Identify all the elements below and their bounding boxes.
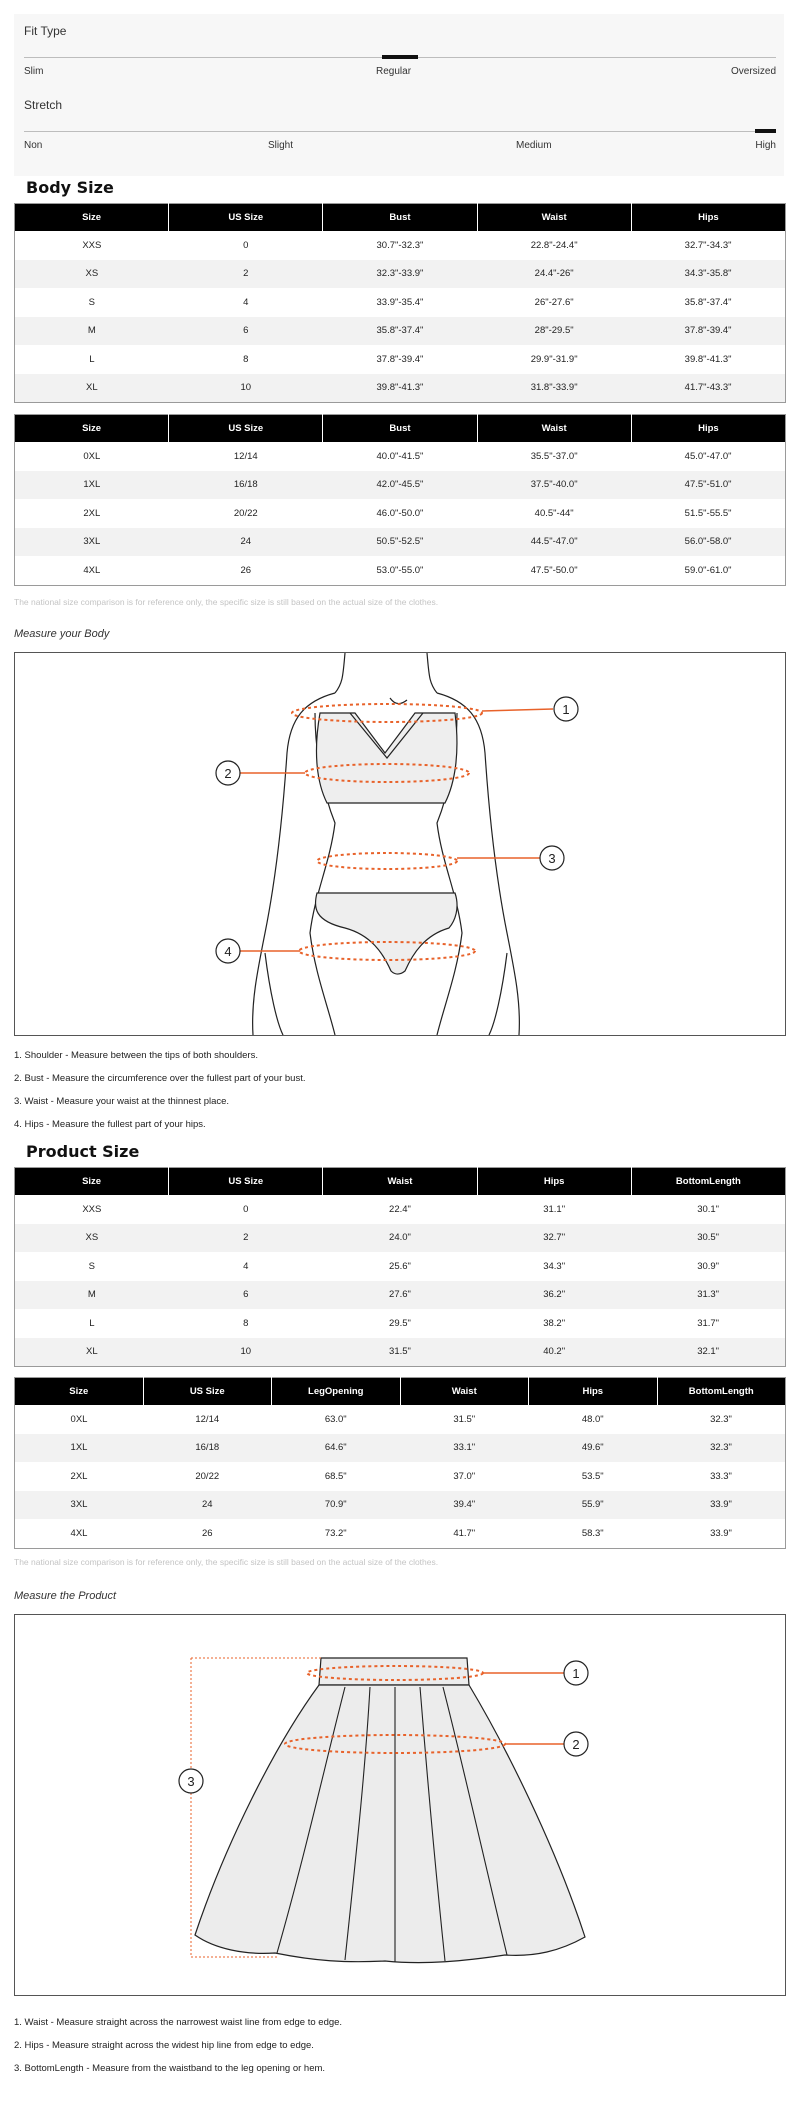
table-cell: 6 — [169, 1281, 323, 1310]
col-header: Hips — [477, 1168, 631, 1196]
stretch-option-slight: Slight — [268, 140, 294, 151]
table-cell: 10 — [169, 1338, 323, 1367]
table-cell: 20/22 — [143, 1462, 272, 1491]
table-cell: 48.0" — [529, 1405, 658, 1434]
col-header: Waist — [477, 204, 631, 232]
fit-option-oversized: Oversized — [730, 66, 776, 77]
stretch-option-high: High — [755, 140, 776, 151]
table-cell: 40.0"-41.5" — [323, 442, 477, 471]
table-cell: 47.5"-50.0" — [477, 556, 631, 585]
table-cell: 35.5"-37.0" — [477, 442, 631, 471]
table-row — [15, 1434, 786, 1463]
stretch-option-non: Non — [24, 140, 43, 151]
table-row — [15, 499, 786, 528]
product-instruction-2: 2. Hips - Measure straight across the widest hip line from edge to edge. — [14, 2040, 314, 2051]
body-size-title: Body Size — [26, 178, 114, 197]
col-header: US Size — [169, 204, 323, 232]
body-size-table — [14, 203, 786, 403]
table-cell: 33.1" — [400, 1434, 529, 1463]
body-instruction-2: 2. Bust - Measure the circumference over the fullest part of your bust. — [14, 1073, 306, 1084]
table-cell: 26"-27.6" — [477, 288, 631, 317]
table-cell: 47.5"-51.0" — [631, 471, 785, 500]
waist-measure-line — [317, 853, 457, 869]
table-row — [15, 231, 786, 260]
fit-type-marker — [382, 55, 418, 59]
table-cell: 6 — [169, 317, 323, 346]
table-cell: 56.0"-58.0" — [631, 528, 785, 557]
table-cell: 39.4" — [400, 1491, 529, 1520]
table-cell: 4XL — [15, 1519, 144, 1548]
table-cell: 40.5"-44" — [477, 499, 631, 528]
table-cell: 41.7" — [400, 1519, 529, 1548]
table-cell: 16/18 — [169, 471, 323, 500]
table-cell: XXS — [15, 1195, 169, 1224]
body-diagram — [14, 652, 786, 1036]
table-cell: 30.7"-32.3" — [323, 231, 477, 260]
col-header: Waist — [323, 1168, 477, 1196]
col-header: US Size — [169, 415, 323, 443]
table-cell: 35.8"-37.4" — [323, 317, 477, 346]
table-cell: 4 — [169, 1252, 323, 1281]
table-row — [15, 1405, 786, 1434]
table-cell: 24 — [169, 528, 323, 557]
col-header: BottomLength — [657, 1378, 786, 1406]
fit-type-scale — [24, 24, 776, 84]
table-cell: 73.2" — [272, 1519, 401, 1548]
col-header: Waist — [400, 1378, 529, 1406]
callout-label-2: 2 — [572, 1737, 580, 1752]
table-cell: 24.0" — [323, 1224, 477, 1253]
table-cell: 44.5"-47.0" — [477, 528, 631, 557]
table-cell: S — [15, 288, 169, 317]
col-header: Size — [15, 1378, 144, 1406]
table-cell: 4XL — [15, 556, 169, 585]
table-cell: 35.8"-37.4" — [631, 288, 785, 317]
table-cell: 51.5"-55.5" — [631, 499, 785, 528]
table-row — [15, 288, 786, 317]
table-cell: 31.8"-33.9" — [477, 374, 631, 403]
body-figure-illustration — [15, 653, 785, 1035]
stretch-title: Stretch — [24, 98, 63, 112]
table-cell: 37.8"-39.4" — [631, 317, 785, 346]
table-cell: 39.8"-41.3" — [631, 345, 785, 374]
table-cell: 3XL — [15, 1491, 144, 1520]
table-cell: XXS — [15, 231, 169, 260]
table-cell: 42.0"-45.5" — [323, 471, 477, 500]
measure-body-title: Measure your Body — [14, 628, 110, 640]
col-header: Hips — [631, 415, 785, 443]
table-cell: XL — [15, 1338, 169, 1367]
col-header: Size — [15, 415, 169, 443]
table-cell: 24 — [143, 1491, 272, 1520]
table-cell: 53.0"-55.0" — [323, 556, 477, 585]
table-cell: 30.9" — [631, 1252, 785, 1281]
table-row — [15, 1491, 786, 1520]
table-cell: 2XL — [15, 1462, 144, 1491]
product-size-disclaimer: The national size comparison is for reference only, the specific size is still based on the actual size of the clothes. — [14, 1557, 439, 1567]
table-cell: 0 — [169, 231, 323, 260]
table-row — [15, 528, 786, 557]
table-cell: 34.3"-35.8" — [631, 260, 785, 289]
table-cell: 32.7" — [477, 1224, 631, 1253]
col-header: BottomLength — [631, 1168, 785, 1196]
table-cell: 16/18 — [143, 1434, 272, 1463]
col-header: Bust — [323, 415, 477, 443]
table-cell: 8 — [169, 345, 323, 374]
body-instruction-4: 4. Hips - Measure the fullest part of your hips. — [14, 1119, 206, 1130]
table-cell: L — [15, 345, 169, 374]
table-cell: 36.2" — [477, 1281, 631, 1310]
table-cell: 68.5" — [272, 1462, 401, 1491]
table-cell: 31.1" — [477, 1195, 631, 1224]
table-cell: 3XL — [15, 528, 169, 557]
product-diagram — [14, 1614, 786, 1996]
table-cell: 25.6" — [323, 1252, 477, 1281]
table-row — [15, 471, 786, 500]
table-cell: 37.5"-40.0" — [477, 471, 631, 500]
table-cell: 40.2" — [477, 1338, 631, 1367]
table-row — [15, 1224, 786, 1253]
table-cell: 29.9"-31.9" — [477, 345, 631, 374]
fit-type-title: Fit Type — [24, 24, 67, 38]
table-cell: 28"-29.5" — [477, 317, 631, 346]
table-cell: 46.0"-50.0" — [323, 499, 477, 528]
table-cell: 27.6" — [323, 1281, 477, 1310]
product-size-title: Product Size — [26, 1142, 140, 1161]
table-row — [15, 1252, 786, 1281]
table-cell: 37.8"-39.4" — [323, 345, 477, 374]
table-cell: S — [15, 1252, 169, 1281]
callout-label-3: 3 — [187, 1774, 195, 1789]
product-size-plus-table — [14, 1377, 786, 1549]
product-instruction-3: 3. BottomLength - Measure from the waistband to the leg opening or hem. — [14, 2063, 326, 2074]
table-cell: 33.9"-35.4" — [323, 288, 477, 317]
table-cell: 33.9" — [657, 1491, 786, 1520]
table-cell: 22.4" — [323, 1195, 477, 1224]
table-cell: 26 — [143, 1519, 272, 1548]
table-row — [15, 1338, 786, 1367]
callout-label-3: 3 — [548, 851, 556, 866]
table-cell: 37.0" — [400, 1462, 529, 1491]
skirt-illustration — [15, 1615, 785, 1995]
table-row — [15, 556, 786, 585]
stretch-marker — [755, 129, 776, 133]
body-instruction-3: 3. Waist - Measure your waist at the thinnest place. — [14, 1096, 230, 1107]
fit-option-regular: Regular — [376, 66, 412, 77]
table-header-row — [15, 415, 786, 443]
table-row — [15, 1195, 786, 1224]
table-cell: 31.3" — [631, 1281, 785, 1310]
table-row — [15, 1462, 786, 1491]
table-cell: 32.7"-34.3" — [631, 231, 785, 260]
col-header: LegOpening — [272, 1378, 401, 1406]
callout-label-4: 4 — [224, 944, 232, 959]
table-cell: 64.6" — [272, 1434, 401, 1463]
table-cell: 12/14 — [169, 442, 323, 471]
table-cell: 32.3" — [657, 1434, 786, 1463]
table-cell: 31.5" — [323, 1338, 477, 1367]
stretch-track — [24, 131, 776, 132]
callout-label-2: 2 — [224, 766, 232, 781]
table-cell: 30.1" — [631, 1195, 785, 1224]
col-header: Size — [15, 1168, 169, 1196]
table-cell: XS — [15, 260, 169, 289]
table-cell: M — [15, 1281, 169, 1310]
table-cell: 26 — [169, 556, 323, 585]
table-header-row — [15, 1168, 786, 1196]
fit-option-slim: Slim — [24, 66, 44, 77]
table-cell: 24.4"-26" — [477, 260, 631, 289]
fit-panel — [14, 14, 784, 176]
product-size-table — [14, 1167, 786, 1367]
table-cell: 22.8"-24.4" — [477, 231, 631, 260]
callout-label-1: 1 — [562, 702, 570, 717]
table-cell: 32.1" — [631, 1338, 785, 1367]
stretch-option-medium: Medium — [516, 140, 552, 151]
table-cell: 2 — [169, 260, 323, 289]
stretch-scale — [24, 98, 776, 158]
table-cell: 0XL — [15, 1405, 144, 1434]
table-cell: 20/22 — [169, 499, 323, 528]
table-cell: M — [15, 317, 169, 346]
table-cell: 2 — [169, 1224, 323, 1253]
table-cell: L — [15, 1309, 169, 1338]
table-cell: 63.0" — [272, 1405, 401, 1434]
table-cell: 34.3" — [477, 1252, 631, 1281]
table-row — [15, 374, 786, 403]
table-cell: 59.0"-61.0" — [631, 556, 785, 585]
body-instruction-1: 1. Shoulder - Measure between the tips of both shoulders. — [14, 1050, 258, 1061]
table-cell: 70.9" — [272, 1491, 401, 1520]
col-header: US Size — [143, 1378, 272, 1406]
table-row — [15, 1309, 786, 1338]
table-row — [15, 1281, 786, 1310]
table-cell: XL — [15, 374, 169, 403]
col-header: US Size — [169, 1168, 323, 1196]
table-cell: 29.5" — [323, 1309, 477, 1338]
table-row — [15, 1519, 786, 1548]
col-header: Bust — [323, 204, 477, 232]
table-cell: 10 — [169, 374, 323, 403]
table-cell: 50.5"-52.5" — [323, 528, 477, 557]
table-cell: 45.0"-47.0" — [631, 442, 785, 471]
table-cell: XS — [15, 1224, 169, 1253]
table-cell: 12/14 — [143, 1405, 272, 1434]
table-cell: 53.5" — [529, 1462, 658, 1491]
table-cell: 1XL — [15, 471, 169, 500]
table-header-row — [15, 1378, 786, 1406]
table-cell: 31.7" — [631, 1309, 785, 1338]
table-cell: 32.3"-33.9" — [323, 260, 477, 289]
measure-product-title: Measure the Product — [14, 1590, 117, 1602]
table-cell: 33.9" — [657, 1519, 786, 1548]
col-header: Size — [15, 204, 169, 232]
col-header: Hips — [631, 204, 785, 232]
table-row — [15, 442, 786, 471]
col-header: Hips — [529, 1378, 658, 1406]
table-cell: 31.5" — [400, 1405, 529, 1434]
table-cell: 41.7"-43.3" — [631, 374, 785, 403]
table-cell: 0XL — [15, 442, 169, 471]
table-cell: 0 — [169, 1195, 323, 1224]
product-instruction-1: 1. Waist - Measure straight across the narrowest waist line from edge to edge. — [14, 2017, 343, 2028]
table-cell: 58.3" — [529, 1519, 658, 1548]
table-row — [15, 317, 786, 346]
table-cell: 32.3" — [657, 1405, 786, 1434]
table-cell: 39.8"-41.3" — [323, 374, 477, 403]
table-cell: 38.2" — [477, 1309, 631, 1338]
table-cell: 1XL — [15, 1434, 144, 1463]
body-size-plus-table — [14, 414, 786, 586]
size-disclaimer: The national size comparison is for reference only, the specific size is still based on the actual size of the clothes. — [14, 597, 439, 607]
table-cell: 49.6" — [529, 1434, 658, 1463]
callout-label-1: 1 — [572, 1666, 580, 1681]
col-header: Waist — [477, 415, 631, 443]
table-cell: 4 — [169, 288, 323, 317]
table-cell: 33.3" — [657, 1462, 786, 1491]
table-row — [15, 345, 786, 374]
table-cell: 30.5" — [631, 1224, 785, 1253]
table-cell: 8 — [169, 1309, 323, 1338]
table-cell: 55.9" — [529, 1491, 658, 1520]
table-header-row — [15, 204, 786, 232]
table-row — [15, 260, 786, 289]
table-cell: 2XL — [15, 499, 169, 528]
